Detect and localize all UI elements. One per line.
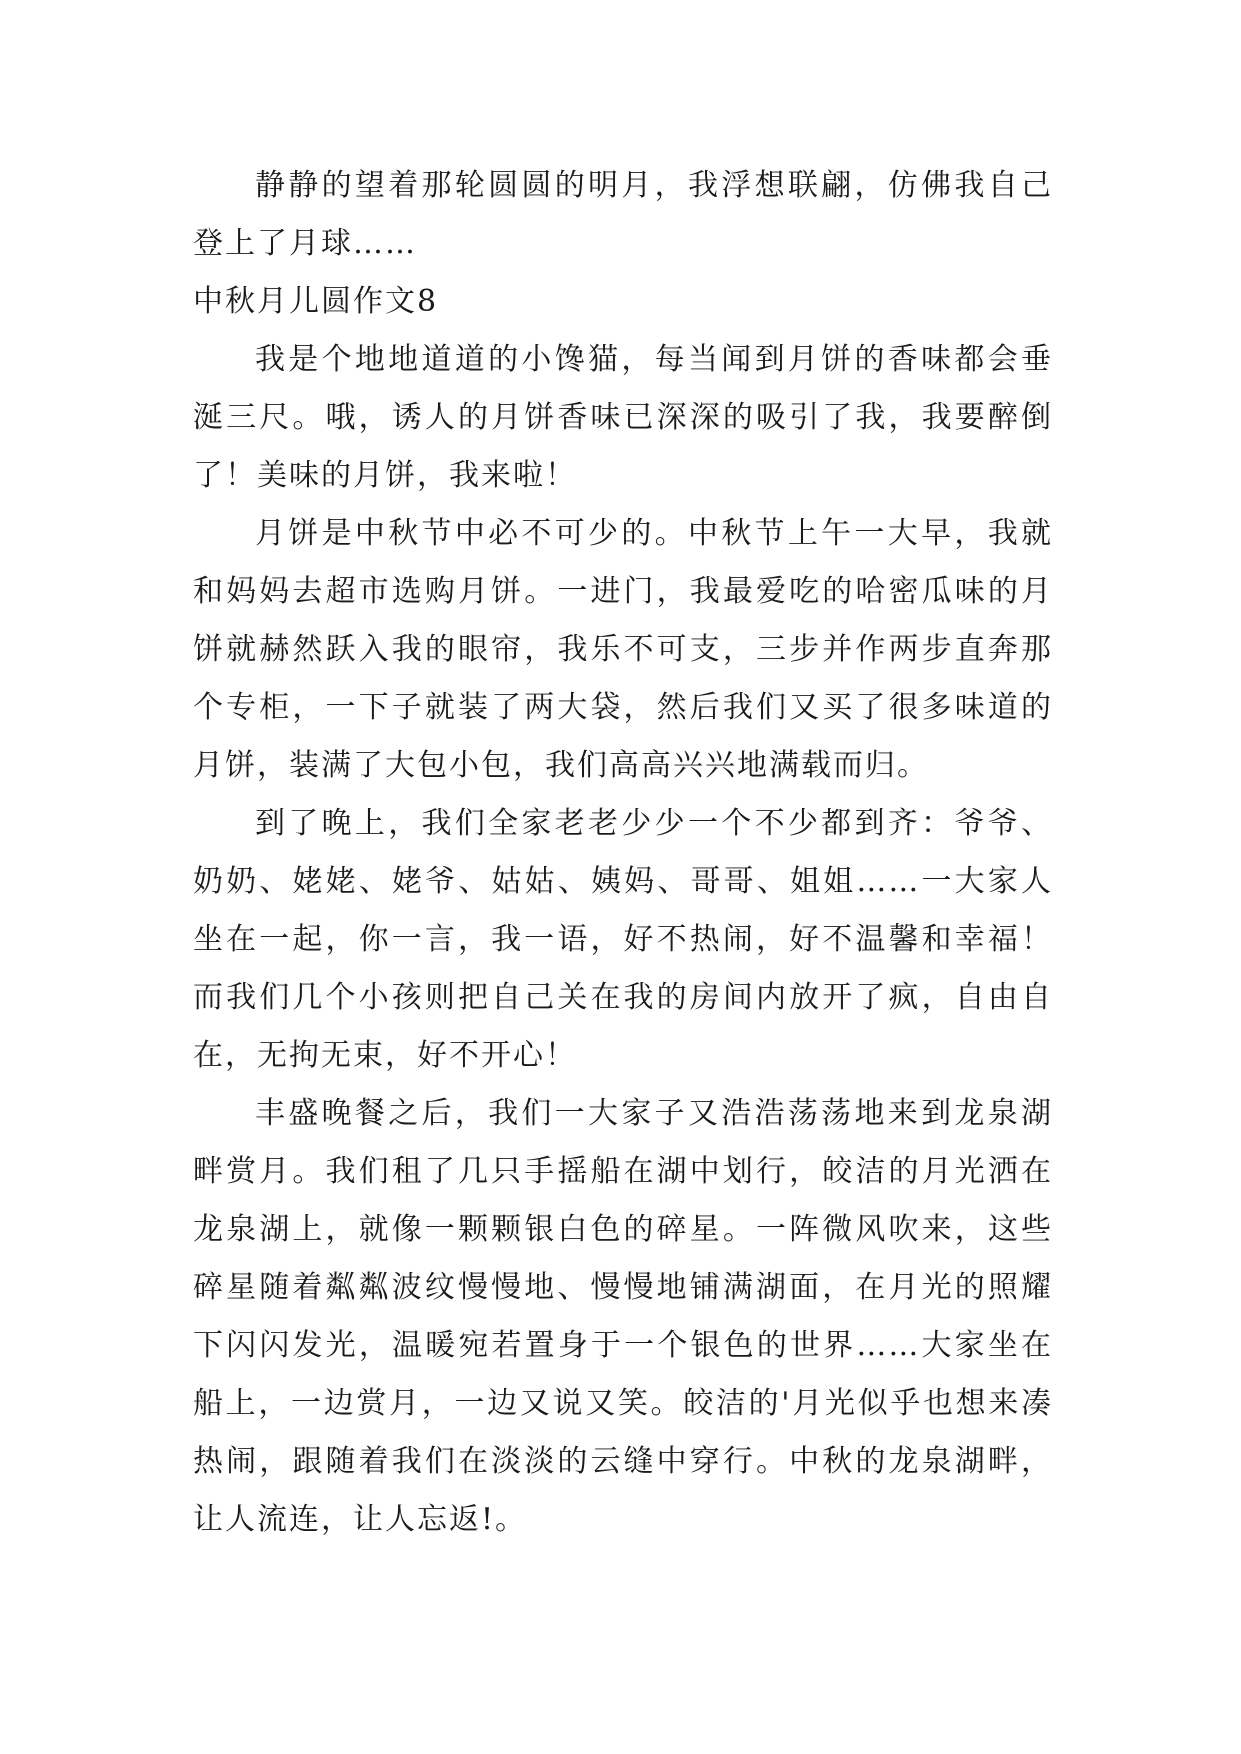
paragraph-2: 月饼是中秋节中必不可少的。中秋节上午一大早，我就和妈妈去超市选购月饼。一进门，我最爱吃的哈密瓜味的月饼就赫然跃入我的眼帘，我乐不可支，三步并作两步直奔那个专柜，一下子就装了两大袋，然后我们又买了很多味道的月饼，装满了大包小包，我们高高兴兴地满载而归。 <box>193 516 1053 783</box>
paragraph-intro: 静静的望着那轮圆圆的明月，我浮想联翩，仿佛我自己登上了月球…… <box>193 168 1053 261</box>
paragraph-3: 到了晚上，我们全家老老少少一个不少都到齐：爷爷、奶奶、姥姥、姥爷、姑姑、姨妈、哥哥、姐姐……一大家人坐在一起，你一言，我一语，好不热闹，好不温馨和幸福！而我们几个小孩则把自己关在我的房间内放开了疯，自由自在，无拘无束，好不开心！ <box>193 806 1053 1073</box>
paragraph-1: 我是个地地道道的小馋猫，每当闻到月饼的香味都会垂涎三尺。哦，诱人的月饼香味已深深的吸引了我，我要醉倒了！美味的月饼，我来啦！ <box>193 342 1053 493</box>
section-heading: 中秋月儿圆作文8 <box>193 284 439 319</box>
paragraph-4: 丰盛晚餐之后，我们一大家子又浩浩荡荡地来到龙泉湖畔赏月。我们租了几只手摇船在湖中划行，皎洁的月光洒在龙泉湖上，就像一颗颗银白色的碎星。一阵微风吹来，这些碎星随着粼粼波纹慢慢地、慢慢地铺满湖面，在月光的照耀下闪闪发光，温暖宛若置身于一个银色的世界……大家坐在船上，一边赏月，一边又说又笑。皎洁的'月光似乎也想来凑热闹，跟随着我们在淡淡的云缝中穿行。中秋的龙泉湖畔，让人流连，让人忘返!。 <box>193 1096 1053 1537</box>
document-body <box>193 157 1053 1549</box>
